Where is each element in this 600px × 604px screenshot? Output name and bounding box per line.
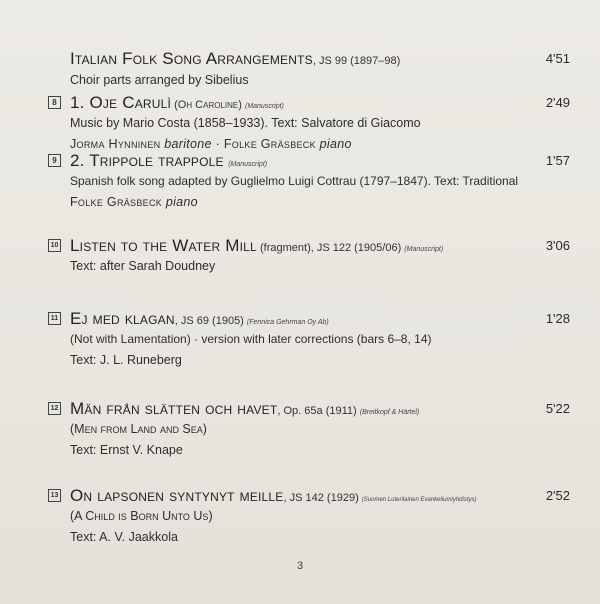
track-duration: 5'22 xyxy=(545,401,570,416)
track-title-extra: (fragment), JS 122 (1905/06) xyxy=(256,242,405,254)
track-title-extra: , JS 142 (1929) xyxy=(283,492,362,504)
track-title-extra: (Oh Caroline) xyxy=(171,99,245,111)
track-credits: Text: J. L. Runeberg xyxy=(70,353,182,367)
track-note: (Manuscript) xyxy=(228,161,268,168)
track-credits: Text: A. V. Jaakkola xyxy=(70,530,178,544)
track-credits: Text: after Sarah Doudney xyxy=(70,259,216,273)
track-title-extra: , JS 69 (1905) xyxy=(174,315,247,327)
track-11 xyxy=(48,308,570,371)
track-number-box: 13 xyxy=(48,489,61,502)
track-note: (Fennica Gehrman Oy Ab) xyxy=(246,319,329,326)
track-credits: Spanish folk song adapted by Guglielmo Luigi Cottrau (1797–1847). Text: Traditional xyxy=(70,174,519,188)
track-duration: 2'52 xyxy=(545,488,570,503)
track-13 xyxy=(48,485,570,548)
track-duration: 2'49 xyxy=(545,95,570,110)
track-credits: Text: Ernst V. Knape xyxy=(70,443,183,457)
track-title-extra: , Op. 65a (1911) xyxy=(277,405,360,417)
track-credits: Music by Mario Costa (1858–1933). Text: Salvatore di Giacomo xyxy=(70,116,421,130)
track-note: (Manuscript) xyxy=(404,246,444,253)
track-note: (Breitkopf & Härtel) xyxy=(359,409,420,416)
section-duration: 4'51 xyxy=(545,51,570,66)
track-translation: (Not with Lamentation) · version with later corrections (bars 6–8, 14) xyxy=(70,332,432,346)
track-title: Män från slätten och havet xyxy=(70,399,278,418)
track-number-box: 12 xyxy=(48,402,61,415)
performer-role: baritone xyxy=(160,137,212,151)
track-duration: 3'06 xyxy=(545,238,570,253)
page-number: 3 xyxy=(296,560,304,572)
performer-name: Folke Gräsbeck xyxy=(70,195,163,209)
track-number-box: 9 xyxy=(48,154,61,167)
section-subtitle: Choir parts arranged by Sibelius xyxy=(70,73,249,87)
track-note: (Suomen Luterilainen Evankeliumiyhdistys) xyxy=(361,497,477,503)
performer-name: Folke Gräsbeck xyxy=(223,137,316,151)
performer-role: piano xyxy=(162,195,198,209)
track-title: Ej med klagan xyxy=(70,309,175,328)
performer-separator: · xyxy=(211,137,224,151)
track-title: 1. Oje Carulì xyxy=(70,93,172,112)
track-title: Listen to the Water Mill xyxy=(70,236,257,255)
track-8 xyxy=(48,92,570,155)
track-duration: 1'57 xyxy=(545,153,570,168)
track-10 xyxy=(48,235,570,277)
track-note: (Manuscript) xyxy=(244,103,284,110)
track-duration: 1'28 xyxy=(545,311,570,326)
track-number-box: 8 xyxy=(48,96,61,109)
track-translation: (Men from Land and Sea) xyxy=(70,422,207,436)
track-12 xyxy=(48,398,570,461)
track-number-box: 10 xyxy=(48,239,61,252)
track-title: 2. Trippole trappole xyxy=(70,151,224,170)
track-title: On lapsonen syntynyt meille xyxy=(70,486,284,505)
track-number-box: 11 xyxy=(48,312,61,325)
track-translation: (A Child is Born Unto Us) xyxy=(70,509,213,523)
performer-name: Jorma Hynninen xyxy=(70,137,161,151)
track-9 xyxy=(48,150,570,213)
performer-role: piano xyxy=(315,137,352,151)
section-title: Italian Folk Song Arrangements xyxy=(70,49,313,68)
track-performers xyxy=(70,192,570,213)
section-catalog: , JS 99 (1897–98) xyxy=(312,55,401,67)
section-header xyxy=(48,48,570,91)
